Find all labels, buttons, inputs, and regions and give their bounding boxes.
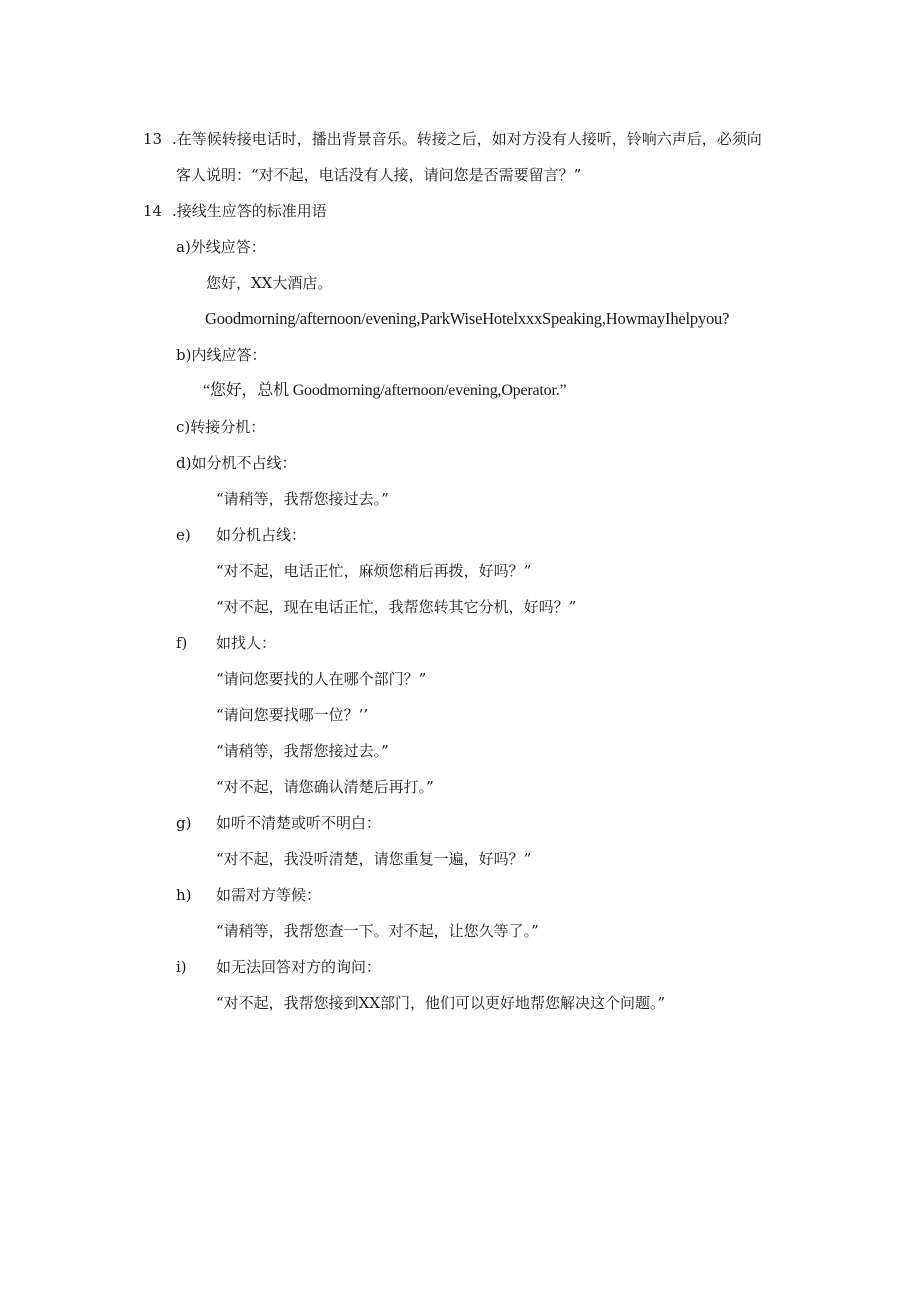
sub-e-label: 如分机占线：	[216, 526, 307, 544]
sub-i-label: 如无法回答对方的询问：	[216, 958, 382, 976]
sub-a-line-2: Goodmorning/afternoon/evening,ParkWiseHotelxxxSpeaking,HowmayIhelpyou?	[205, 309, 730, 328]
sub-f-marker: f)	[176, 634, 188, 652]
sub-g-line-1: “对不起，我没听清楚，请您重复一遍，好吗？”	[216, 850, 532, 868]
item-13-text: .在等候转接电话时，播出背景音乐。转接之后，如对方没有人接听，铃响六声后，必须向	[172, 130, 762, 148]
sub-i-line-1: “对不起，我帮您接到XX部门，他们可以更好地帮您解决这个问题。”	[216, 994, 666, 1012]
sub-h-label: 如需对方等候：	[216, 886, 322, 904]
sub-d-label: d)如分机不占线：	[176, 454, 297, 472]
item-14-heading: .接线生应答的标准用语	[172, 202, 327, 220]
sub-f-line-3: “请稍等，我帮您接过去。”	[216, 742, 389, 760]
sub-a-line-1: 您好，XX大酒店。	[206, 274, 333, 292]
sub-e-marker: e)	[176, 526, 191, 544]
sub-g-label: 如听不清楚或听不明白：	[216, 814, 382, 832]
sub-d-line-1: “请稍等，我帮您接过去。”	[216, 490, 389, 508]
sub-f-line-1: “请问您要找的人在哪个部门？”	[216, 670, 427, 688]
sub-i-marker: i)	[176, 958, 187, 976]
sub-f-line-2: “请问您要找哪一位？’’	[216, 706, 369, 724]
sub-b-line-1: “您好，总机 Goodmorning/afternoon/evening,Operator.”	[203, 382, 567, 399]
item-14-number: 14	[143, 202, 163, 220]
sub-c-label: c)转接分机：	[176, 418, 266, 436]
item-13-number: 13	[143, 130, 163, 148]
sub-f-label: 如找人：	[216, 634, 277, 652]
sub-g-marker: g)	[176, 814, 192, 832]
sub-h-line-1: “请稍等，我帮您查一下。对不起，让您久等了。”	[216, 922, 539, 940]
sub-h-marker: h)	[176, 886, 192, 904]
item-13-continuation: 客人说明：“对不起，电话没有人接，请问您是否需要留言？”	[176, 166, 582, 184]
sub-e-line-1: “对不起，电话正忙，麻烦您稍后再拨，好吗？”	[216, 562, 532, 580]
sub-f-line-4: “对不起，请您确认清楚后再打。”	[216, 778, 434, 796]
sub-b-label: b)内线应答：	[176, 346, 267, 364]
sub-a-label: a)外线应答：	[176, 238, 266, 256]
sub-e-line-2: “对不起，现在电话正忙，我帮您转其它分机，好吗？”	[216, 598, 577, 616]
